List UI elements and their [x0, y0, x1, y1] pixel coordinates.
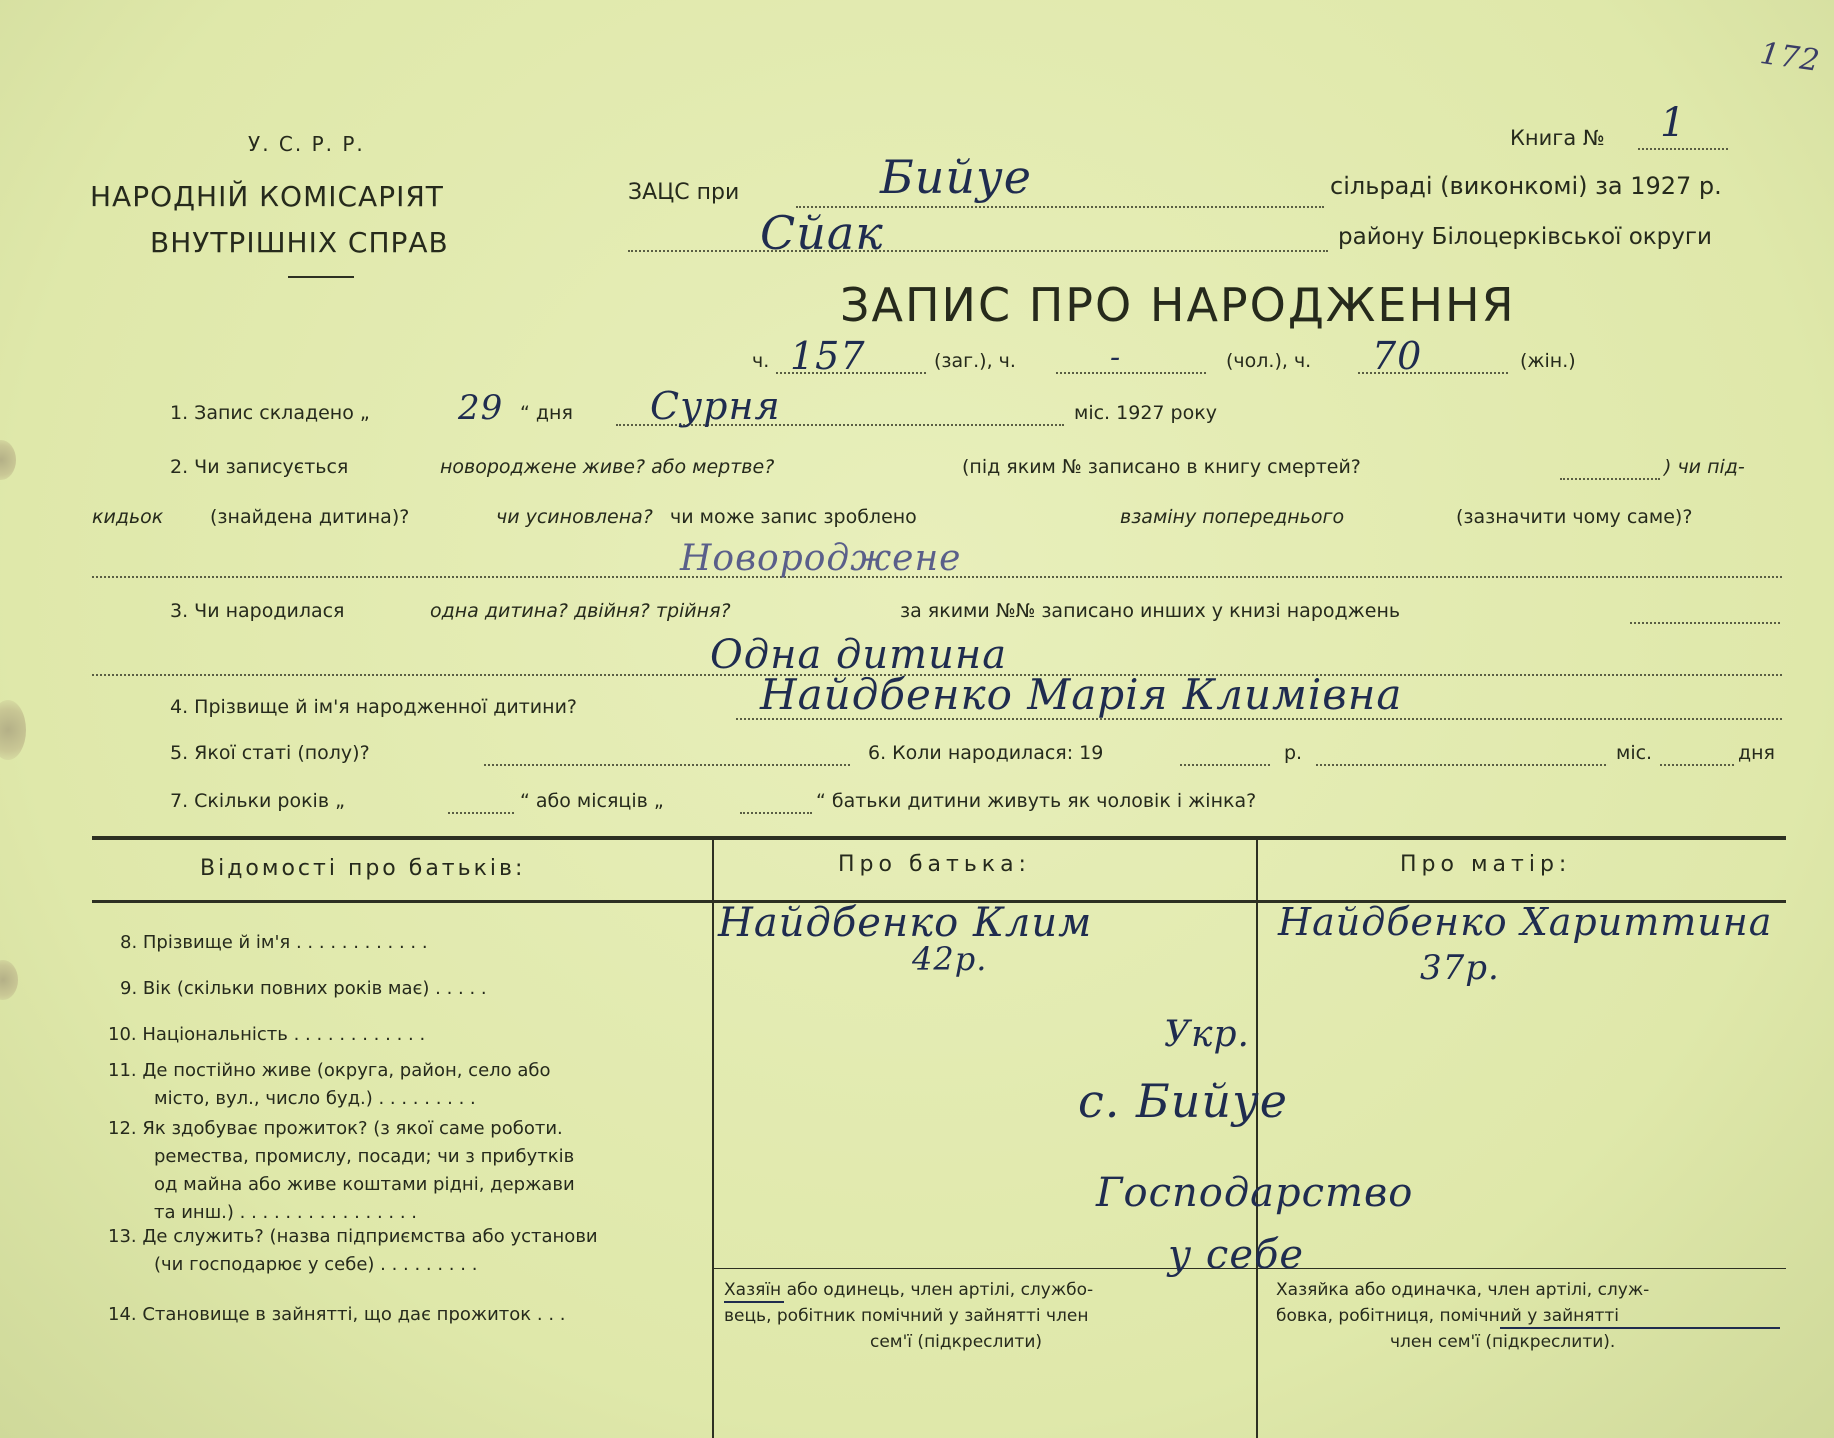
row-12b: ремества, промислу, посади; чи з прибутків: [154, 1146, 575, 1167]
q6-day-line: [1660, 764, 1734, 766]
q1-mid: “ дня: [520, 402, 573, 424]
father-status-underline: [724, 1301, 784, 1303]
q2-b: новороджене живе? або мертве?: [440, 456, 775, 478]
q6-dnya: дня: [1738, 742, 1775, 764]
q6-year-line: [1180, 764, 1270, 766]
q1-day: 29: [458, 388, 504, 428]
book-label: Книга №: [1510, 126, 1605, 150]
q2-a: 2. Чи записується: [170, 456, 349, 478]
q5-line: [484, 764, 850, 766]
table-col1-header: Відомості про батьків:: [200, 856, 526, 881]
q7-months-line: [740, 812, 812, 814]
row-9: 9. Вік (скільки повних років має) . . . . .: [120, 978, 487, 999]
q2-answer: Новороджене: [680, 538, 962, 579]
book-number: 1: [1660, 100, 1687, 146]
father-status-1: Хазяїн або одинець, член артілі, службо-: [724, 1280, 1094, 1300]
female-number: 70: [1372, 334, 1423, 378]
residence: с. Бийуе: [1078, 1074, 1288, 1128]
row-13b: (чи господарює у себе) . . . . . . . . .: [154, 1254, 478, 1275]
row-13a: 13. Де служить? (назва підприємства або установи: [108, 1226, 598, 1247]
ussr-label: У. С. Р. Р.: [248, 132, 365, 156]
father-name: Найдбенко Клим: [718, 900, 1093, 946]
mother-status-1: Хазяйка або одиначка, член артілі, служ-: [1276, 1280, 1650, 1300]
status-rule-mother: [1258, 1268, 1786, 1269]
father-status-3: сем'ї (підкреслити): [870, 1332, 1043, 1352]
q2-f: (знайдена дитина)?: [210, 506, 410, 528]
total-number: 157: [790, 334, 866, 378]
row-11a: 11. Де постійно живе (округа, район, село або: [108, 1060, 551, 1081]
father-age: 42р.: [912, 940, 988, 978]
work-place: у себе: [1168, 1232, 1305, 1278]
q3-b: одна дитина? двійня? трійня?: [430, 600, 731, 622]
q3-a: 3. Чи народилася: [170, 600, 345, 622]
table-col2-header: Про батька:: [838, 852, 1031, 877]
council-label: сільраді (виконкомі) за 1927 р.: [1330, 172, 1722, 200]
occupation: Господарство: [1096, 1170, 1414, 1216]
father-status-2: вець, робітник помічний у зайнятті член: [724, 1306, 1089, 1326]
nationality: Укр.: [1164, 1014, 1251, 1055]
num-ch-label: ч.: [752, 350, 770, 372]
q1-suffix: міс. 1927 року: [1074, 402, 1217, 424]
total-label: (заг.), ч.: [934, 350, 1016, 372]
ministry-line-1: НАРОДНІЙ КОМІСАРІЯТ: [90, 180, 444, 213]
q1-prefix: 1. Запис складено „: [170, 402, 370, 424]
row-11b: місто, вул., число буд.) . . . . . . . . .: [154, 1088, 476, 1109]
mother-age: 37р.: [1420, 948, 1500, 988]
district-line: [628, 250, 1328, 252]
q7-b: “ або місяців „: [520, 790, 664, 812]
q6-label: 6. Коли народилася: 19: [868, 742, 1104, 764]
mother-status-2: бовка, робітниця, помічний у зайнятті: [1276, 1306, 1620, 1326]
male-label: (чол.), ч.: [1226, 350, 1312, 372]
table-divider-2: [1256, 838, 1258, 1438]
mother-status-3: член сем'ї (підкреслити).: [1390, 1332, 1616, 1352]
district-label: району Білоцерківської округи: [1338, 224, 1712, 250]
row-8: 8. Прізвище й ім'я . . . . . . . . . . . .: [120, 932, 428, 953]
q2-d: ) чи під-: [1664, 456, 1745, 478]
mother-status-underline: [1500, 1327, 1780, 1329]
q3-answer: Одна дитина: [710, 632, 1008, 678]
row-12c: од майна або живе коштами рідні, держави: [154, 1174, 575, 1195]
row-12d: та инш.) . . . . . . . . . . . . . . . .: [154, 1202, 418, 1223]
row-14: 14. Становище в зайнятті, що дає прожиток . . .: [108, 1304, 566, 1325]
q7-years-line: [448, 812, 514, 814]
q2-j: (зазначити чому саме)?: [1456, 506, 1693, 528]
q1-month: Сурня: [650, 384, 781, 428]
q5-label: 5. Якої статі (полу)?: [170, 742, 370, 764]
q4-label: 4. Прізвище й ім'я народженної дитини?: [170, 696, 577, 718]
zags-label: ЗАЦС при: [628, 180, 740, 205]
table-col3-header: Про матір:: [1400, 852, 1572, 877]
row-12a: 12. Як здобуває прожиток? (з якої саме роботи.: [108, 1118, 563, 1139]
district-handwritten: Сйак: [760, 206, 884, 260]
q2-g: чи усиновлена?: [496, 506, 653, 528]
table-top-rule: [92, 836, 1786, 840]
q3-line-1: [1630, 622, 1780, 624]
mother-name: Найдбенко Хариттина: [1278, 900, 1773, 944]
ornament-divider: [288, 276, 354, 278]
q2-death-line: [1560, 478, 1660, 480]
q2-h: чи може запис зроблено: [670, 506, 917, 528]
q6-mis: міс.: [1616, 742, 1653, 764]
male-line: [1056, 372, 1206, 374]
q4-answer: Найдбенко Марія Климівна: [760, 670, 1403, 719]
village-handwritten: Бийуе: [880, 150, 1032, 204]
q7-c: “ батьки дитини живуть як чоловік і жінка?: [816, 790, 1257, 812]
q2-e: кидьок: [92, 506, 164, 528]
q6-r: р.: [1284, 742, 1303, 764]
q3-c: за якими №№ записано инших у книзі народжень: [900, 600, 1401, 622]
q2-c: (під яким № записано в книгу смертей?: [962, 456, 1361, 478]
book-number-line: [1638, 148, 1728, 150]
q6-month-line: [1316, 764, 1606, 766]
ministry-line-2: ВНУТРІШНІХ СПРАВ: [150, 226, 449, 259]
male-number: -: [1110, 340, 1122, 375]
row-10: 10. Національність . . . . . . . . . . . .: [108, 1024, 426, 1045]
female-label: (жін.): [1520, 350, 1576, 372]
table-divider-1: [712, 838, 714, 1438]
page-number: 172: [1757, 35, 1823, 80]
q7-a: 7. Скільки років „: [170, 790, 345, 812]
document-title: ЗАПИС ПРО НАРОДЖЕННЯ: [840, 278, 1516, 332]
q2-i: взаміну попереднього: [1120, 506, 1345, 528]
